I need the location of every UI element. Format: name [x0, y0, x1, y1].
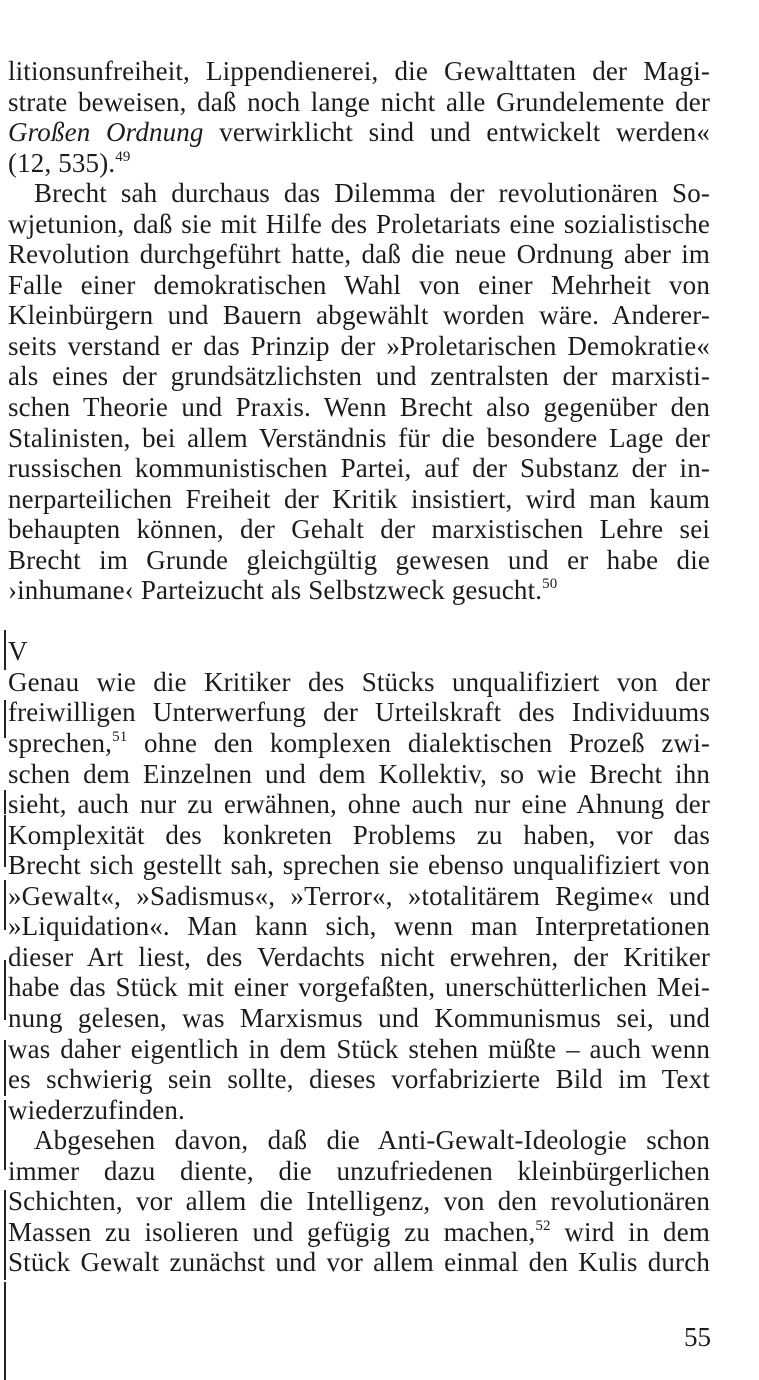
text-line: Kleinbürgern und Bauern abgewählt worden wäre. Anderer-	[8, 300, 710, 331]
text-fragment: ›inhumane‹ Parteizucht als Selbstzweck gesucht.	[8, 575, 543, 606]
text-line: Schichten, vor allem die Intelligenz, von den revolutionären	[8, 1186, 710, 1217]
text-line: Brecht sah durchaus das Dilemma der revolutionären So-	[34, 178, 710, 209]
text-line: Stalinisten, bei allem Verständnis für die besondere Lage der	[8, 422, 710, 453]
text-line: russischen kommunistischen Partei, auf der Substanz der in-	[8, 453, 710, 484]
text-line: Stück Gewalt zunächst und vor allem einmal den Kulis durch	[8, 1247, 710, 1278]
text-line: sieht, auch nur zu erwähnen, ohne auch nur eine Ahnung der	[8, 789, 710, 820]
footnote-ref: 50	[542, 576, 558, 593]
text-line: »Gewalt«, »Sadismus«, »Terror«, »totalitärem Regime« und	[8, 880, 710, 911]
text-line: Abgesehen davon, daß die Anti-Gewalt-Ideologie schon	[34, 1125, 710, 1156]
text-line: seits verstand er das Prinzip der »Proletarischen Demokratie«	[8, 330, 710, 361]
text-line: litionsunfreiheit, Lippendienerei, die Gewalttaten der Magi-	[8, 56, 710, 86]
text-line	[8, 728, 710, 759]
text-line: Revolution durchgeführt hatte, daß die neue Ordnung aber im	[8, 239, 710, 270]
section-heading: V	[8, 636, 28, 667]
page-number: 55	[684, 1322, 711, 1352]
text-line: schen Theorie und Praxis. Wenn Brecht also gegenüber den	[8, 392, 710, 423]
text-fragment: verwirklicht sind und entwickelt werden«	[219, 117, 711, 148]
footnote-ref: 49	[115, 148, 131, 165]
text-line: »Liquidation«. Man kann sich, wenn man Interpretationen	[8, 911, 710, 942]
text-line: wiederzufinden.	[8, 1094, 185, 1125]
text-line: Komplexität des konkreten Problems zu haben, vor das	[8, 819, 710, 850]
text-line: immer dazu diente, die unzufriedenen kleinbürgerlichen	[8, 1155, 710, 1186]
text-line: als eines der grundsätzlichsten und zentralsten der marxisti-	[8, 361, 710, 392]
text-line: dieser Art liest, des Verdachts nicht erwehren, der Kritiker	[8, 941, 710, 972]
text-line	[8, 148, 710, 179]
text-line: nung gelesen, was Marxismus und Kommunismus sei, und	[8, 1002, 710, 1033]
text-line: nerparteilichen Freiheit der Kritik insistiert, wird man kaum	[8, 483, 710, 514]
text-fragment: ohne den komplexen dialektischen Prozeß zwi-	[127, 728, 710, 759]
citation: (12, 535).	[8, 147, 116, 178]
text-line: strate beweisen, daß noch lange nicht alle Grundelemente der	[8, 86, 710, 117]
text-line	[8, 117, 710, 148]
body-text	[8, 56, 710, 1278]
text-line: Genau wie die Kritiker des Stücks unqualifiziert von der	[8, 666, 710, 697]
text-fragment: wird in dem	[550, 1216, 710, 1247]
footnote-ref: 51	[112, 729, 128, 746]
text-line: schen dem Einzelnen und dem Kollektiv, so wie Brecht ihn	[8, 758, 710, 789]
text-fragment: Massen zu isolieren und gefügig zu machen,	[8, 1216, 536, 1247]
text-line: freiwilligen Unterwerfung der Urteilskraft des Individuums	[8, 697, 710, 728]
text-line: Falle einer demokratischen Wahl von einer Mehrheit von	[8, 269, 710, 300]
text-fragment: sprechen,	[8, 728, 113, 759]
text-line: Brecht sich gestellt sah, sprechen sie ebenso unqualifiziert von	[8, 850, 710, 881]
text-line: es schwierig sein sollte, dieses vorfabrizierte Bild im Text	[8, 1064, 710, 1095]
text-line	[8, 575, 710, 606]
italic-title: Großen Ordnung	[8, 117, 204, 148]
text-line: Brecht im Grunde gleichgültig gewesen und er habe die	[8, 544, 710, 575]
text-line: wjetunion, daß sie mit Hilfe des Proletariats eine sozialistische	[8, 208, 710, 239]
text-line: was daher eigentlich in dem Stück stehen müßte – auch wenn	[8, 1033, 710, 1064]
footnote-ref: 52	[535, 1217, 551, 1234]
text-line: habe das Stück mit einer vorgefaßten, unerschütterlichen Mei-	[8, 972, 710, 1003]
text-line: behaupten können, der Gehalt der marxistischen Lehre sei	[8, 514, 710, 545]
text-line	[8, 1217, 710, 1248]
